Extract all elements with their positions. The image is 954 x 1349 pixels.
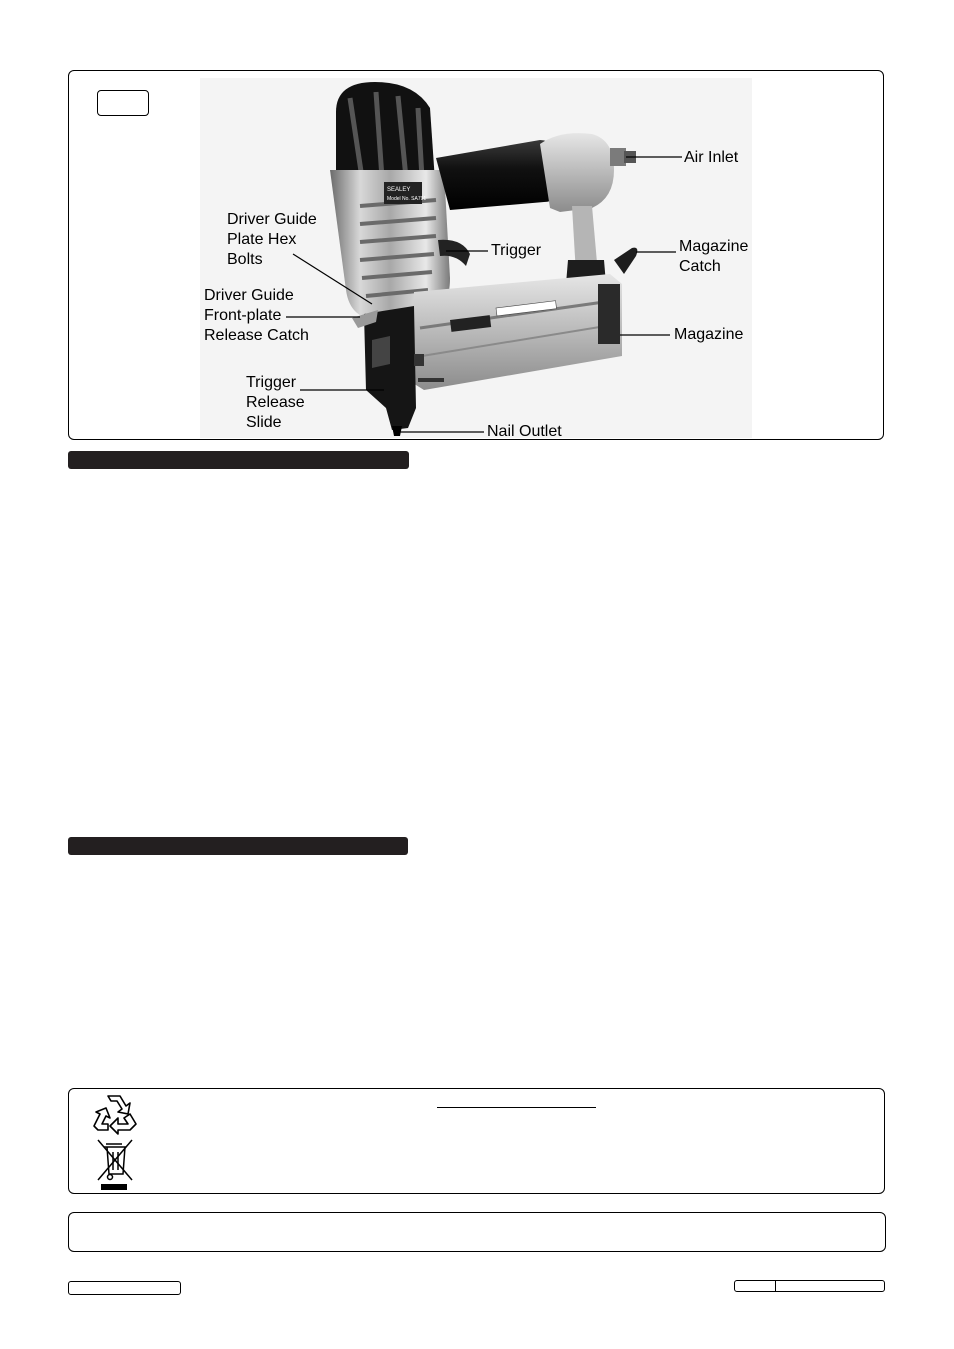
footer-issue-box [734, 1280, 885, 1292]
callout-air-inlet: Air Inlet [684, 149, 739, 166]
callout-hex-bolts-line2: Plate Hex [227, 231, 297, 248]
product-brand: SEALEY [387, 187, 411, 193]
callout-trigger: Trigger [491, 242, 542, 259]
recycle-icon [90, 1092, 140, 1136]
note-box [68, 1212, 886, 1252]
callout-hex-bolts-line3: Bolts [227, 251, 263, 268]
callout-release-catch-line1: Driver Guide [204, 287, 294, 304]
callout-release-slide-line1: Trigger [246, 374, 297, 391]
heading-underline [437, 1107, 596, 1108]
callout-release-slide-line3: Slide [246, 414, 282, 431]
callout-magazine-catch-line1: Magazine [679, 238, 749, 255]
callout-release-catch-line3: Release Catch [204, 327, 309, 344]
crossed-out-wheelie-bin-icon [96, 1138, 134, 1192]
footer-issue-divider [775, 1280, 776, 1292]
callout-magazine: Magazine [674, 326, 744, 343]
section-heading-bar-1 [68, 451, 409, 469]
product-model: Model No. SA791 [387, 196, 427, 202]
callout-release-catch-line2: Front-plate [204, 307, 282, 324]
callout-magazine-catch-line2: Catch [679, 258, 721, 275]
environment-box [68, 1088, 885, 1194]
callout-nail-outlet: Nail Outlet [487, 423, 562, 440]
callout-hex-bolts-line1: Driver Guide [227, 211, 317, 228]
footer-model-box [68, 1281, 181, 1295]
callout-lines [0, 0, 954, 460]
callout-release-slide-line2: Release [246, 394, 305, 411]
section-heading-bar-2 [68, 837, 408, 855]
